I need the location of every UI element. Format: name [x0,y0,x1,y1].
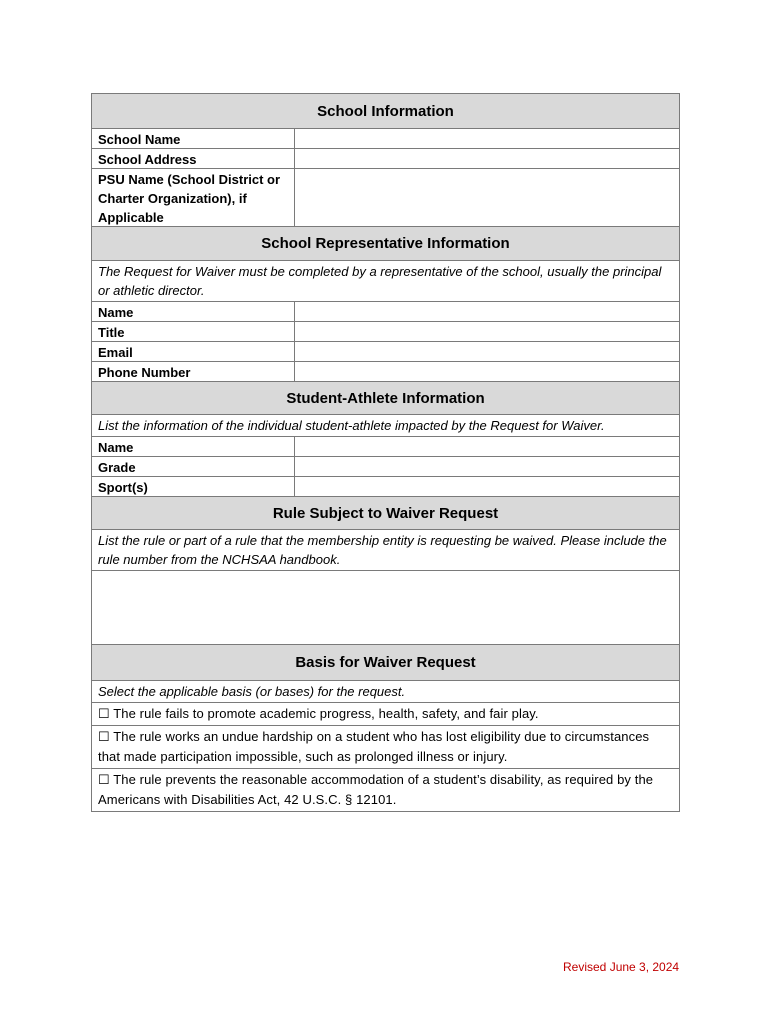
athlete-sport-row [92,476,679,496]
basis-option-2 [92,725,679,768]
athlete-info-note: List the information of the individual student-athlete impacted by the Request for Waiver. [92,414,679,436]
checkbox-icon[interactable]: ☐ [98,706,110,721]
rep-email-field[interactable] [295,342,679,361]
athlete-info-header: Student-Athlete Information [92,381,679,414]
basis-option-3 [92,768,679,811]
athlete-grade-row [92,456,679,476]
rule-entry-field[interactable] [92,570,679,644]
school-address-row [92,148,679,168]
basis-option-1 [92,702,679,725]
basis-option-1-text: The rule fails to promote academic progress, health, safety, and fair play. [113,706,539,721]
athlete-sport-field[interactable] [295,477,679,496]
rep-title-field[interactable] [295,322,679,341]
rep-name-label: Name [92,302,295,321]
psu-name-field[interactable] [295,169,679,226]
rep-info-note: The Request for Waiver must be completed by a representative of the school, usually the principal or athletic director. [92,260,679,301]
rep-email-label: Email [92,342,295,361]
basis-option-2-text: The rule works an undue hardship on a student who has lost eligibility due to circumstances that made participation impossible, such as prolonged illness or injury. [98,729,650,764]
athlete-name-field[interactable] [295,437,679,456]
athlete-name-label: Name [92,437,295,456]
waiver-form [91,93,680,812]
school-info-header: School Information [92,94,679,128]
rep-phone-label: Phone Number [92,362,295,381]
school-address-label: School Address [92,149,295,168]
rep-title-row [92,321,679,341]
rep-info-header: School Representative Information [92,226,679,260]
athlete-grade-field[interactable] [295,457,679,476]
rep-phone-row [92,361,679,381]
school-name-label: School Name [92,129,295,148]
psu-name-row [92,168,679,226]
rule-info-header: Rule Subject to Waiver Request [92,496,679,529]
rule-info-note: List the rule or part of a rule that the membership entity is requesting be waived. Please include the rule number from the NCHSAA handbook. [92,529,679,570]
revised-date: Revised June 3, 2024 [563,960,680,974]
rep-name-field[interactable] [295,302,679,321]
school-name-field[interactable] [295,129,679,148]
school-address-field[interactable] [295,149,679,168]
basis-option-3-text: The rule prevents the reasonable accommodation of a student’s disability, as required by the Americans with Disabilities Act, 42 U.S.C. § 12101. [98,772,654,807]
athlete-grade-label: Grade [92,457,295,476]
basis-info-header: Basis for Waiver Request [92,644,679,680]
rep-title-label: Title [92,322,295,341]
rep-email-row [92,341,679,361]
checkbox-icon[interactable]: ☐ [98,772,110,787]
basis-info-note: Select the applicable basis (or bases) for the request. [92,680,679,702]
checkbox-icon[interactable]: ☐ [98,729,110,744]
rep-phone-field[interactable] [295,362,679,381]
athlete-sport-label: Sport(s) [92,477,295,496]
athlete-name-row [92,436,679,456]
psu-name-label: PSU Name (School District or Charter Organization), if Applicable [92,169,295,226]
rep-name-row [92,301,679,321]
school-name-row [92,128,679,148]
